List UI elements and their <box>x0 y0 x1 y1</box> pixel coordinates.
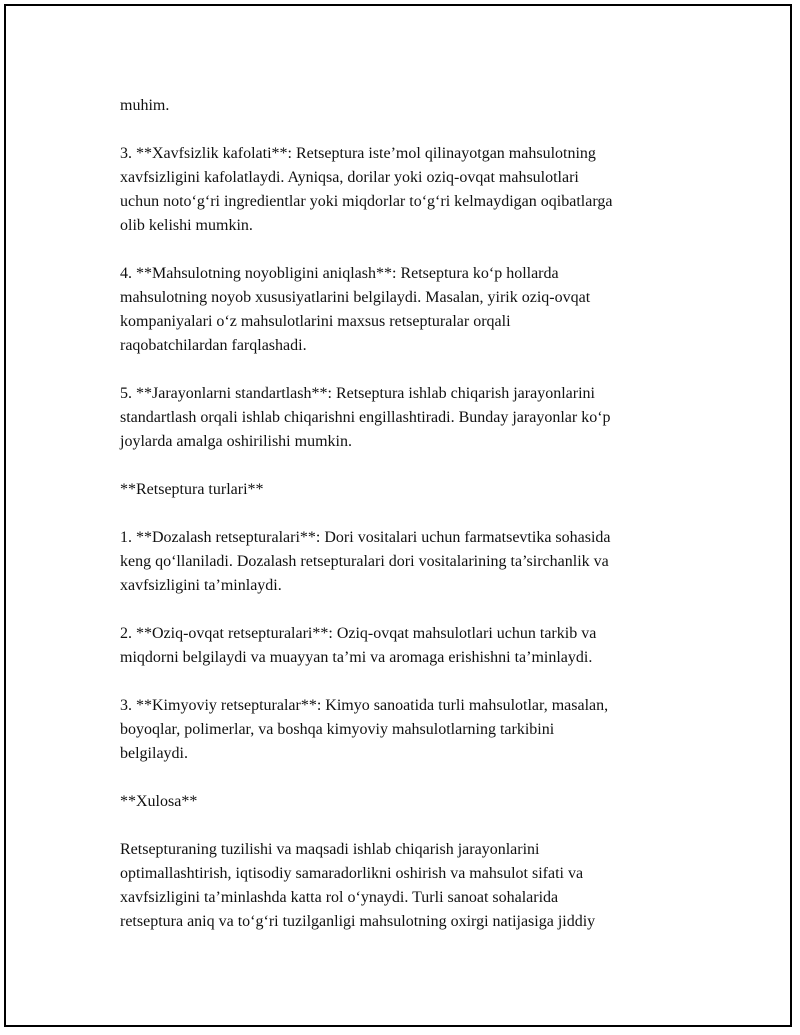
section-heading-conclusion: **Xulosa** <box>120 793 198 810</box>
paragraph-product-uniqueness: 4. **Mahsulotning noyobligini aniqlash**: Retseptura ko‘p hollarda mahsulotning noyob xususiyatlarini belgilaydi. Masalan, yirik oziq-ovqat kompaniyalari o‘z mahsulotlarini maxsus retsepturalar orqali raqobatchilardan farqlashadi. <box>120 265 591 354</box>
paragraph-safety-guarantee: 3. **Xavfsizlik kafolati**: Retseptura iste’mol qilinayotgan mahsulotning xavfsizligini kafolatlaydi. Ayniqsa, dorilar yoki oziq-ovqat mahsulotlari uchun noto‘g‘ri ingredientlar yoki miqdorlar to‘g‘ri kelmaydigan oqibatlarga olib kelishi mumkin. <box>120 145 613 234</box>
paragraph-continuation: muhim. <box>120 97 170 114</box>
paragraph-conclusion: Retsepturaning tuzilishi va maqsadi ishlab chiqarish jarayonlarini optimallashtirish, iqtisodiy samaradorlikni oshirish va mahsulot sifati va xavfsizligini ta’minlashda katta rol o‘ynaydi. Turli sanoat sohalarida retseptura aniq va to‘g‘ri tuzilganligi mahsulotning oxirgi natijasiga jiddiy <box>120 841 596 930</box>
paragraph-process-standardization: 5. **Jarayonlarni standartlash**: Retseptura ishlab chiqarish jarayonlarini standartlash orqali ishlab chiqarishni engillashtiradi. Bunday jarayonlar ko‘p joylarda amalga oshirilishi mumkin. <box>120 385 611 450</box>
paragraph-dosage-recipes: 1. **Dozalash retsepturalari**: Dori vositalari uchun farmatsevtika sohasida keng qo‘llaniladi. Dozalash retsepturalari dori vositalarining ta’sirchanlik va xavfsizligini ta’minlaydi. <box>120 529 611 594</box>
section-heading-recipe-types: **Retseptura turlari** <box>120 481 264 498</box>
document-body <box>120 94 710 934</box>
paragraph-chemical-recipes: 3. **Kimyoviy retsepturalar**: Kimyo sanoatida turli mahsulotlar, masalan, boyoqlar, polimerlar, va boshqa kimyoviy mahsulotlarning tarkibini belgilaydi. <box>120 697 609 762</box>
paragraph-food-recipes: 2. **Oziq-ovqat retsepturalari**: Oziq-ovqat mahsulotlari uchun tarkib va miqdorni belgilaydi va muayyan ta’mi va aromaga erishishni ta’minlaydi. <box>120 625 597 666</box>
document-page <box>4 4 792 1027</box>
